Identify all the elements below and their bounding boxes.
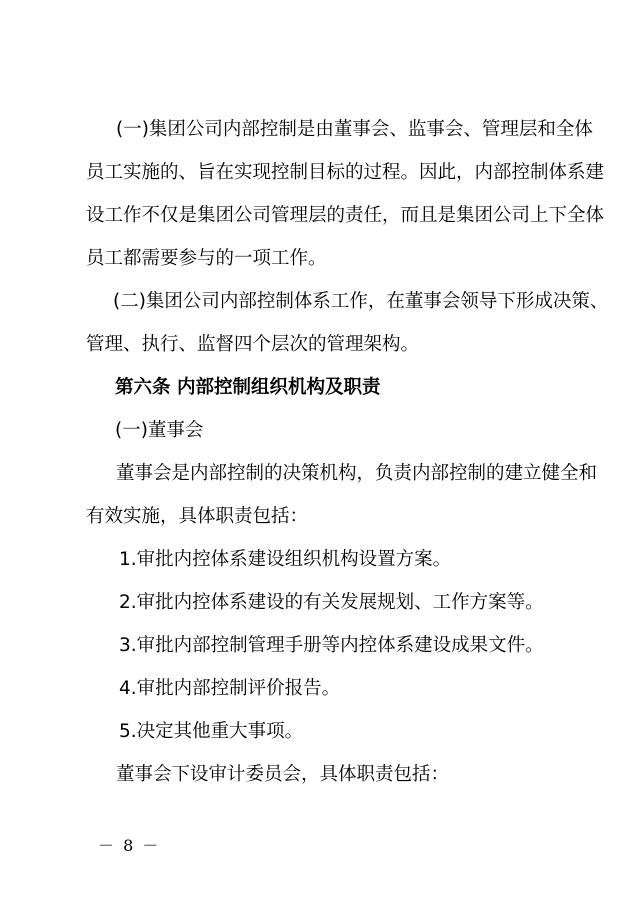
board-duty-item-3: 3.审批内部控制管理手册等内控体系建设成果文件。 — [119, 635, 544, 656]
board-duty-item-1: 1.审批内控体系建设组织机构设置方案。 — [119, 549, 452, 570]
paragraph-2-line-2: 管理、执行、监督四个层次的管理架构。 — [86, 334, 420, 355]
paragraph-1-line-1: (一)集团公司内部控制是由董事会、监事会、管理层和全体 — [116, 119, 593, 140]
page-number: － 8 － — [98, 836, 161, 855]
board-duty-item-2: 2.审批内控体系建设的有关发展规划、工作方案等。 — [119, 592, 544, 613]
audit-committee-intro: 董事会下设审计委员会，具体职责包括： — [116, 764, 450, 785]
board-intro-line-1: 董事会是内部控制的决策机构，负责内部控制的建立健全和 — [116, 463, 598, 484]
board-heading: (一)董事会 — [115, 420, 204, 441]
paragraph-1-line-2: 员工实施的、旨在实现控制目标的过程。因此，内部控制体系建 — [86, 162, 605, 183]
article-6-heading: 第六条 内部控制组织机构及职责 — [115, 377, 381, 398]
paragraph-1-line-4: 员工都需要参与的一项工作。 — [86, 248, 327, 269]
board-duty-item-5: 5.决定其他重大事项。 — [119, 721, 304, 742]
paragraph-1-line-3: 设工作不仅是集团公司管理层的责任，而且是集团公司上下全体 — [86, 205, 605, 226]
board-intro-line-2: 有效实施，具体职责包括： — [86, 506, 309, 527]
board-duty-item-4: 4.审批内部控制评价报告。 — [119, 678, 341, 699]
paragraph-2-line-1: (二)集团公司内部控制体系工作，在董事会领导下形成决策、 — [113, 291, 609, 312]
